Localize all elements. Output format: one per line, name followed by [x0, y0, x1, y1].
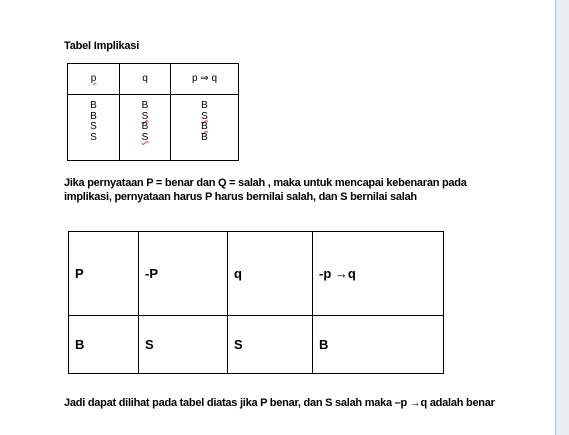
explanation-paragraph: Jika pernyataan P = benar dan Q = salah , maka untuk mencapai kebenaran pada implikasi, pernyataan harus P harus bernilai salah, dan S bernilai salah	[64, 177, 467, 203]
header-p: p	[68, 64, 120, 95]
column-q-values: B S B S	[120, 95, 171, 161]
value-not-P: S	[139, 316, 228, 374]
header-P: P	[69, 232, 139, 316]
table-header-row	[69, 232, 444, 316]
page-margin	[556, 0, 569, 435]
implication-truth-table	[67, 63, 239, 161]
header-not-P: -P	[139, 232, 228, 316]
table-row	[68, 95, 239, 161]
column-p-values: B B S S	[68, 95, 120, 161]
conclusion-paragraph: Jadi dapat dilihat pada tabel diatas jika P benar, dan S salah maka –p →q adalah benar	[64, 397, 495, 409]
table-header-row	[68, 64, 239, 95]
value-P: B	[69, 316, 139, 374]
section-heading: Tabel Implikasi	[64, 40, 140, 52]
column-implication-values: B S B B	[171, 95, 239, 161]
negation-implication-table	[68, 231, 444, 374]
header-q: q	[120, 64, 171, 95]
header-q: q	[228, 232, 313, 316]
table-row	[69, 316, 444, 374]
header-not-p-implies-q: -p →q	[313, 232, 444, 316]
value-not-p-implies-q: B	[313, 316, 444, 374]
header-p-implies-q: p ⇒ q	[171, 64, 239, 95]
value-q: S	[228, 316, 313, 374]
